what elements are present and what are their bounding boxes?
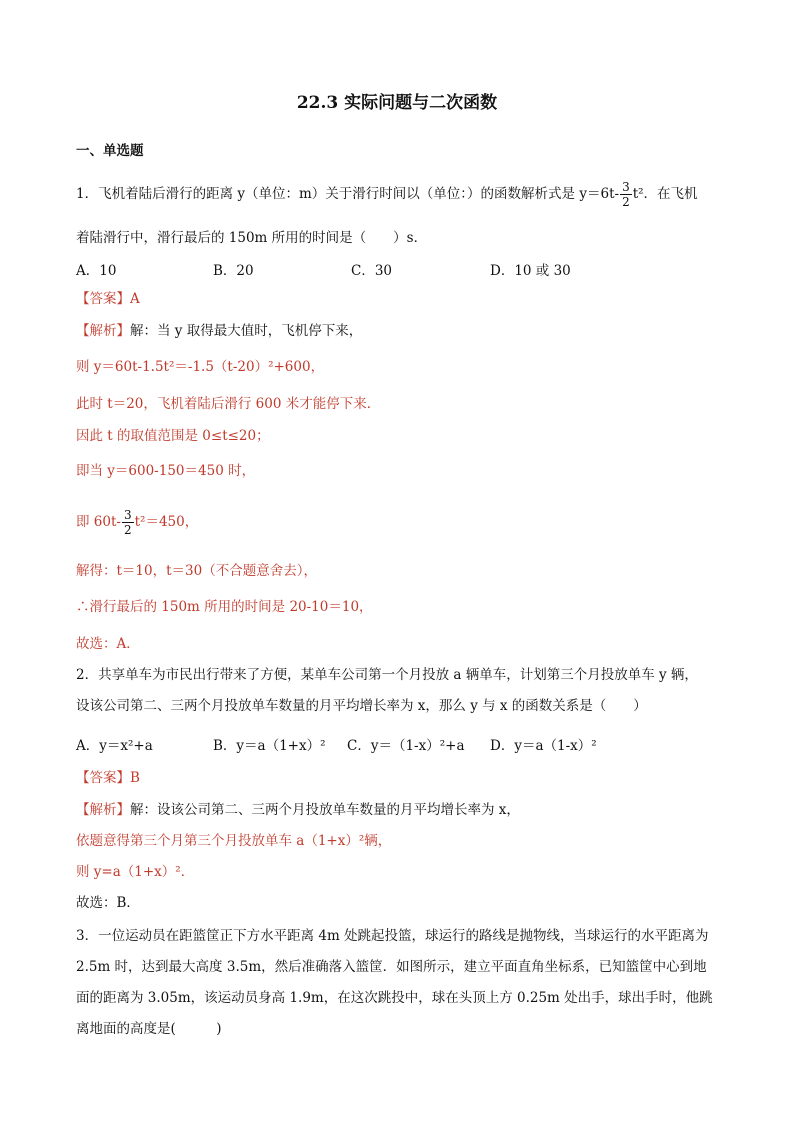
- q2-option-c: C．y＝（1-x）²+a: [347, 738, 465, 754]
- fraction-denominator: 2: [622, 195, 630, 209]
- answer-label: 【答案】: [76, 770, 130, 786]
- question-3-line-2: 2.5m 时，达到最大高度 3.5m，然后准确落入篮筐．如图所示，建立平面直角坐标系，已知篮筐中心到地: [76, 959, 707, 975]
- analysis-label: 【解析】: [76, 802, 130, 818]
- q1-step-8: 故选：A．: [76, 636, 140, 652]
- q1-option-c: C．30: [351, 263, 393, 279]
- question-3-line-4: 离地面的高度是( ): [76, 1021, 222, 1037]
- analysis-text: 解：当 y 取得最大值时，飞机停下来，: [130, 323, 363, 339]
- q1-analysis: [76, 322, 362, 340]
- q2-option-d: D．y＝a（1-x）²: [490, 738, 597, 754]
- q2-step-1: 依题意得第三个月第三个月投放单车 a（1+x）²辆，: [76, 833, 392, 849]
- q1-step-3: 因此 t 的取值范围是 0≤t≤20；: [76, 428, 270, 444]
- step5-text-a: 即 60t-: [76, 514, 121, 530]
- q1-step-7: ∴滑行最后的 150m 所用的时间是 20-10＝10，: [76, 599, 373, 615]
- q2-option-a: A．y＝x²+a: [76, 738, 153, 754]
- q1-fraction: [620, 180, 632, 209]
- q2-analysis: [76, 801, 520, 819]
- page-title: 22.3 实际问题与二次函数: [296, 93, 498, 113]
- answer-value: A: [130, 291, 140, 307]
- q1-text-a: 1．飞机着陆后滑行的距离 y（单位：m）关于滑行时间以（单位：）的函数解析式是 y＝6t-: [76, 186, 620, 202]
- q1-answer: [76, 290, 140, 308]
- q1-step-1: 则 y＝60t-1.5t²＝-1.5（t-20）²+600，: [76, 359, 325, 375]
- fraction-numerator: 3: [622, 180, 630, 194]
- q2-step-3: 故选：B．: [76, 895, 140, 911]
- question-1-line-2: 着陆滑行中，滑行最后的 150m 所用的时间是（ ）s．: [76, 230, 428, 246]
- q1-step-5: [76, 508, 198, 537]
- step5-text-b: t²＝450，: [134, 514, 199, 530]
- q1-option-b: B．20: [213, 263, 254, 279]
- q1-step-2: 此时 t＝20，飞机着陆后滑行 600 米才能停下来．: [76, 396, 381, 412]
- fraction-numerator: 3: [123, 508, 132, 522]
- question-3-line-1: 3．一位运动员在距篮筐正下方水平距离 4m 处跳起投篮，球运行的路线是抛物线，当球运行的水平距离为: [76, 928, 709, 944]
- analysis-label: 【解析】: [76, 323, 130, 339]
- analysis-text: 解：设该公司第二、三两个月投放单车数量的月平均增长率为 x，: [130, 802, 520, 818]
- q1-text-b: t²．在飞机: [632, 186, 698, 202]
- question-1-line-1: [76, 180, 698, 209]
- q1-option-a: A．10: [76, 263, 117, 279]
- q2-answer: [76, 769, 140, 787]
- q1-step-4: 即当 y＝600-150＝450 时，: [76, 463, 256, 479]
- q1-step5-fraction: [122, 508, 134, 537]
- question-2-line-1: 2．共享单车为市民出行带来了方便，某单车公司第一个月投放 a 辆单车，计划第三个月投放单车 y 辆，: [76, 667, 698, 683]
- answer-value: B: [130, 770, 140, 786]
- section-heading: 一、单选题: [76, 143, 144, 159]
- question-3-line-3: 面的距离为 3.05m，该运动员身高 1.9m，在这次跳投中，球在头顶上方 0.25m 处出手，球出手时，他跳: [76, 990, 713, 1006]
- question-2-line-2: 设该公司第二、三两个月投放单车数量的月平均增长率为 x，那么 y 与 x 的函数关系是（ ）: [76, 698, 647, 714]
- q1-option-d: D．10 或 30: [490, 263, 571, 279]
- q2-option-b: B．y＝a（1+x）²: [213, 738, 326, 754]
- q2-step-2: 则 y=a（1+x）²．: [76, 864, 195, 880]
- q1-step-6: 解得：t＝10，t＝30（不合题意舍去），: [76, 563, 317, 579]
- answer-label: 【答案】: [76, 291, 130, 307]
- fraction-denominator: 2: [123, 523, 132, 537]
